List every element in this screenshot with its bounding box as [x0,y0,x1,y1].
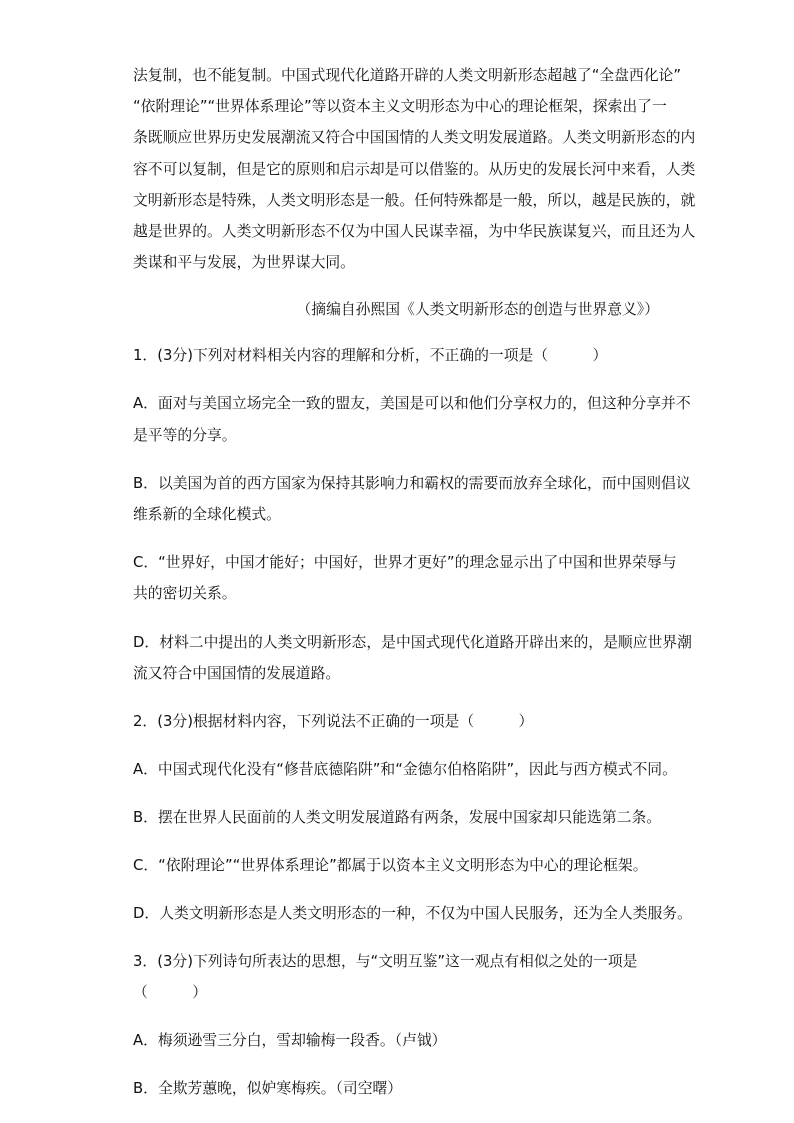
question-3-option-a: A．梅须逊雪三分白，雪却输梅一段香。（卢钺） [133,1032,447,1050]
passage-line: 容不可以复制，但是它的原则和启示却是可以借鉴的。从历史的发展长河中来看，人类 [133,160,696,178]
option-line: 共的密切关系。 [133,585,237,603]
stem-line: （ ） [133,984,207,1002]
question-2-option-c: C．“依附理论”“世界体系理论”都属于以资本主义文明形态为中心的理论框架。 [133,857,648,875]
passage-line: 越是世界的。人类文明新形态不仅为中国人民谋幸福，为中华民族谋复兴，而且还为人 [133,223,696,241]
question-2-option-d: D．人类文明新形态是人类文明形态的一种，不仅为中国人民服务，还为全人类服务。 [133,905,692,923]
question-2-stem: 2．(3分)根据材料内容，下列说法不正确的一项是（ ） [133,713,534,731]
question-1-option-a [133,388,691,450]
question-3-stem [133,946,663,1008]
option-line: 维系新的全球化模式。 [133,506,281,524]
stem-line: 3．(3分)下列诗句所表达的思想，与“文明互鉴”这一观点有相似之处的一项是 [133,953,638,971]
option-line: D．材料二中提出的人类文明新形态，是中国式现代化道路开辟出来的，是顺应世界潮 [133,633,692,651]
document-page [133,60,696,1104]
question-1-stem: 1．(3分)下列对材料相关内容的理解和分析，不正确的一项是（ ） [133,347,608,365]
option-line: 流又符合中国国情的发展道路。 [133,664,341,682]
option-line: B．以美国为首的西方国家为保持其影响力和霸权的需要而放弃全球化，而中国则倡议 [133,474,691,492]
question-3-option-b: B．全欺芳蕙晚，似妒寒梅疾。（司空曙） [133,1080,403,1098]
passage-line: “依附理论”“世界体系理论”等以资本主义文明形态为中心的理论框架，探索出了一 [133,98,667,116]
question-1-option-c [133,547,677,609]
passage-line: 条既顺应世界历史发展潮流又符合中国国情的人类文明发展道路。人类文明新形态的内 [133,129,696,147]
question-2-option-b: B．摆在世界人民面前的人类文明发展道路有两条，发展中国家却只能选第二条。 [133,809,662,827]
question-1-option-d [133,627,692,689]
option-line: C．“世界好，中国才能好；中国好，世界才更好”的理念显示出了中国和世界荣辱与 [133,554,677,572]
option-line: A．面对与美国立场完全一致的盟友，美国是可以和他们分享权力的，但这种分享并不 [133,395,691,413]
question-2-option-a: A．中国式现代化没有“修昔底德陷阱”和“金德尔伯格陷阱”，因此与西方模式不同。 [133,761,677,779]
option-line: 是平等的分享。 [133,426,237,444]
source-citation: （摘编自孙熙国《人类文明新形态的创造与世界意义》） [296,301,659,319]
passage-paragraph [133,60,696,278]
passage-line: 法复制，也不能复制。中国式现代化道路开辟的人类文明新形态超越了“全盘西化论” [133,67,682,84]
passage-line: 类谋和平与发展，为世界谋大同。 [133,254,355,272]
passage-line: 文明新形态是特殊，人类文明形态是一般。任何特殊都是一般，所以，越是民族的，就 [133,191,696,209]
question-1-option-b [133,468,691,530]
